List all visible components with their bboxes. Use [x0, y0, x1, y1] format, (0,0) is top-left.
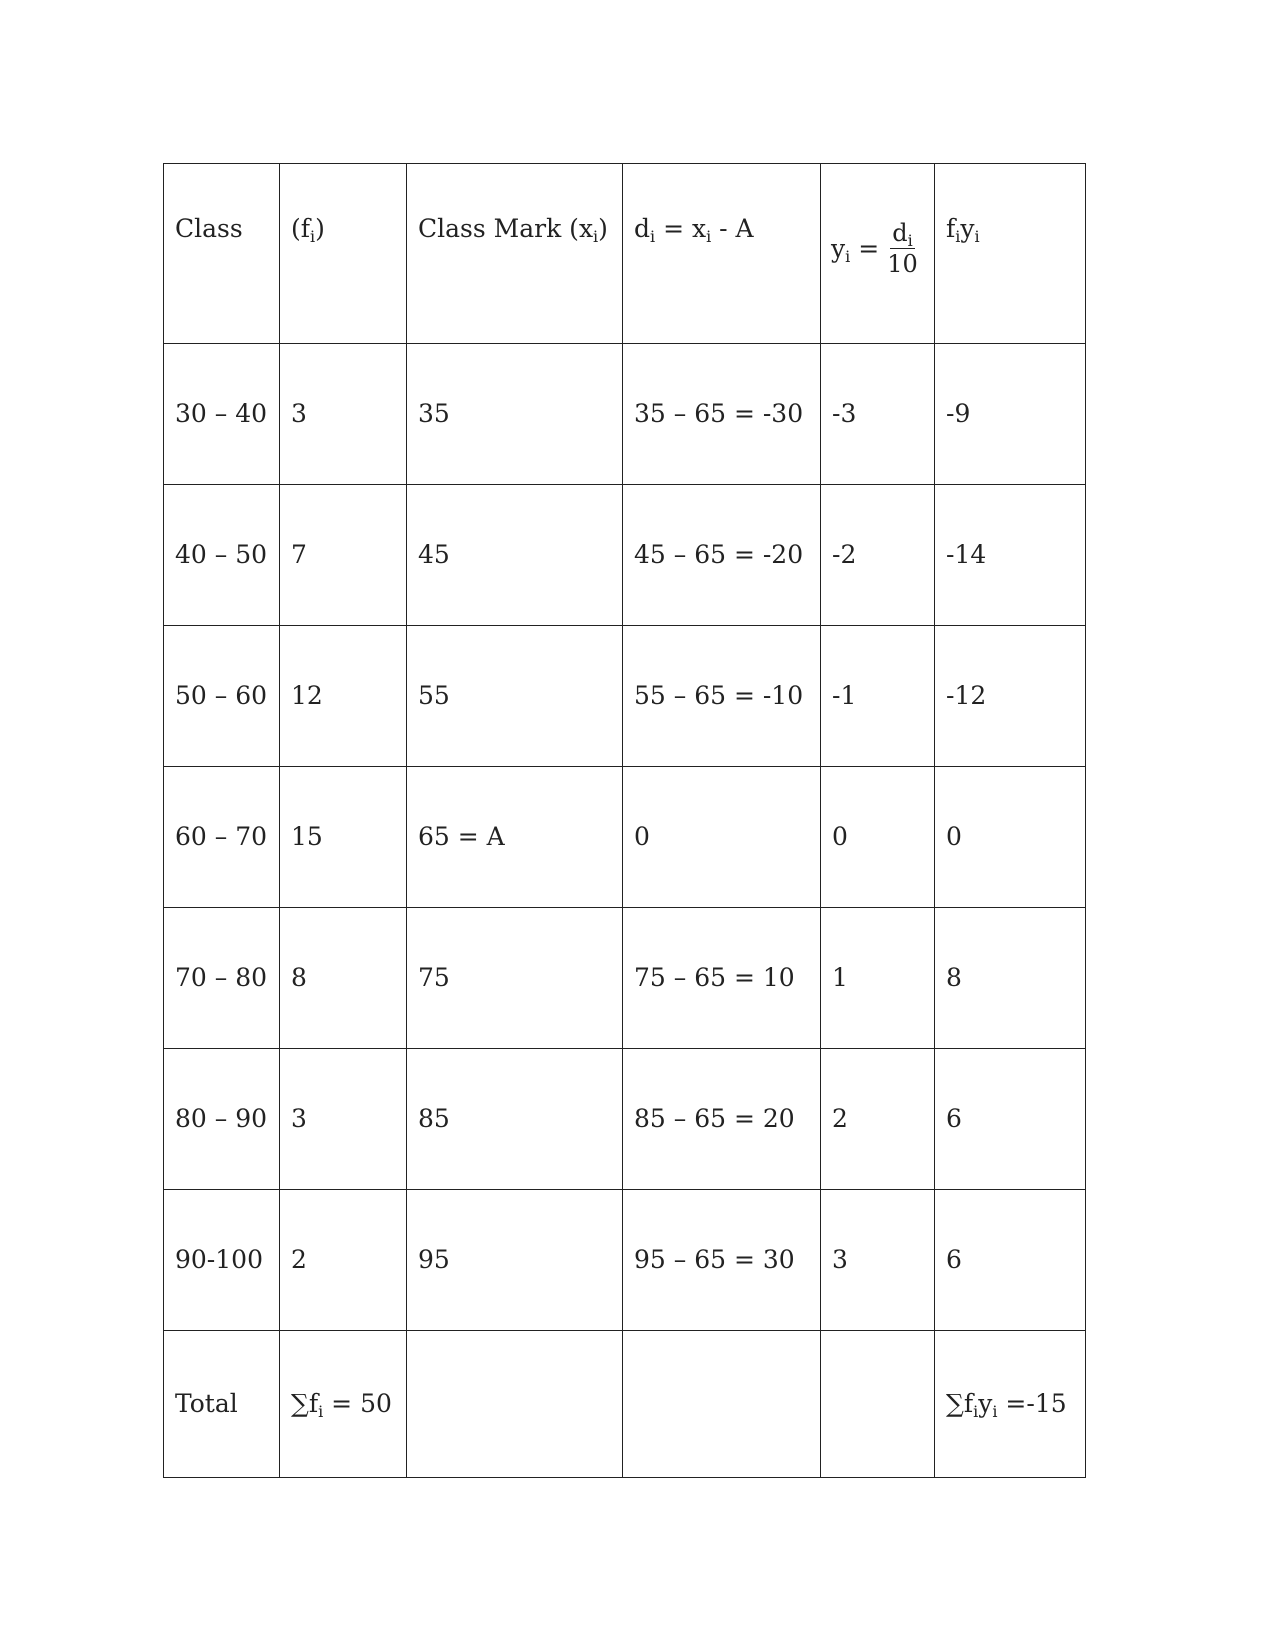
- cell-class-mark: 65 = A: [407, 767, 623, 908]
- total-empty-cell: [821, 1331, 935, 1478]
- frequency-table: [163, 163, 1086, 1478]
- cell-fy-product: -14: [935, 485, 1086, 626]
- cell-fy-product: -9: [935, 344, 1086, 485]
- table-row: [164, 1190, 1086, 1331]
- cell-fy-product: 6: [935, 1190, 1086, 1331]
- total-empty-cell: [623, 1331, 821, 1478]
- cell-step-deviation: -2: [821, 485, 935, 626]
- total-frequency-sum: $\sum f_i = 50$: [280, 1331, 407, 1478]
- cell-frequency: 15: [280, 767, 407, 908]
- cell-step-deviation: 3: [821, 1190, 935, 1331]
- cell-frequency: 3: [280, 1049, 407, 1190]
- cell-class: 90-100: [164, 1190, 280, 1331]
- cell-class: 40 – 50: [164, 485, 280, 626]
- cell-step-deviation: 2: [821, 1049, 935, 1190]
- cell-step-deviation: -1: [821, 626, 935, 767]
- cell-step-deviation: 1: [821, 908, 935, 1049]
- cell-deviation: 95 – 65 = 30: [623, 1190, 821, 1331]
- header-frequency: $(f_i)$: [280, 164, 407, 344]
- cell-frequency: 8: [280, 908, 407, 1049]
- cell-deviation: 45 – 65 = -20: [623, 485, 821, 626]
- cell-class: 50 – 60: [164, 626, 280, 767]
- cell-frequency: 3: [280, 344, 407, 485]
- cell-fy-product: -12: [935, 626, 1086, 767]
- cell-class-mark: 35: [407, 344, 623, 485]
- cell-deviation: 85 – 65 = 20: [623, 1049, 821, 1190]
- total-fy-sum: $\sum f_iy_i =-15$: [935, 1331, 1086, 1478]
- cell-deviation: 55 – 65 = -10: [623, 626, 821, 767]
- total-empty-cell: [407, 1331, 623, 1478]
- header-step-deviation: [821, 164, 935, 344]
- table-row: [164, 1049, 1086, 1190]
- table-row: [164, 908, 1086, 1049]
- cell-class: 80 – 90: [164, 1049, 280, 1190]
- cell-frequency: 12: [280, 626, 407, 767]
- table-row: [164, 626, 1086, 767]
- cell-fy-product: 8: [935, 908, 1086, 1049]
- header-row: [164, 164, 1086, 344]
- header-class: Class: [164, 164, 280, 344]
- header-fy-product: $f_iy_i$: [935, 164, 1086, 344]
- fraction: $\frac{d_i}{10}$: [887, 219, 918, 279]
- cell-frequency: 7: [280, 485, 407, 626]
- total-row: [164, 1331, 1086, 1478]
- cell-class-mark: 75: [407, 908, 623, 1049]
- total-label: Total: [164, 1331, 280, 1478]
- header-deviation: $d_i = x_i - A$: [623, 164, 821, 344]
- cell-fy-product: 6: [935, 1049, 1086, 1190]
- header-class-mark: Class Mark $(x_i)$: [407, 164, 623, 344]
- table-row: [164, 767, 1086, 908]
- cell-class-mark: 55: [407, 626, 623, 767]
- cell-deviation: 0: [623, 767, 821, 908]
- cell-deviation: 35 – 65 = -30: [623, 344, 821, 485]
- cell-class-mark: 45: [407, 485, 623, 626]
- cell-frequency: 2: [280, 1190, 407, 1331]
- step-deviation-formula: $y_i$ = $\frac{d_i}{10}$: [831, 219, 918, 279]
- cell-class-mark: 95: [407, 1190, 623, 1331]
- cell-class: 60 – 70: [164, 767, 280, 908]
- cell-fy-product: 0: [935, 767, 1086, 908]
- cell-class: 30 – 40: [164, 344, 280, 485]
- table-row: [164, 344, 1086, 485]
- cell-step-deviation: 0: [821, 767, 935, 908]
- table-row: [164, 485, 1086, 626]
- cell-step-deviation: -3: [821, 344, 935, 485]
- cell-deviation: 75 – 65 = 10: [623, 908, 821, 1049]
- cell-class-mark: 85: [407, 1049, 623, 1190]
- cell-class: 70 – 80: [164, 908, 280, 1049]
